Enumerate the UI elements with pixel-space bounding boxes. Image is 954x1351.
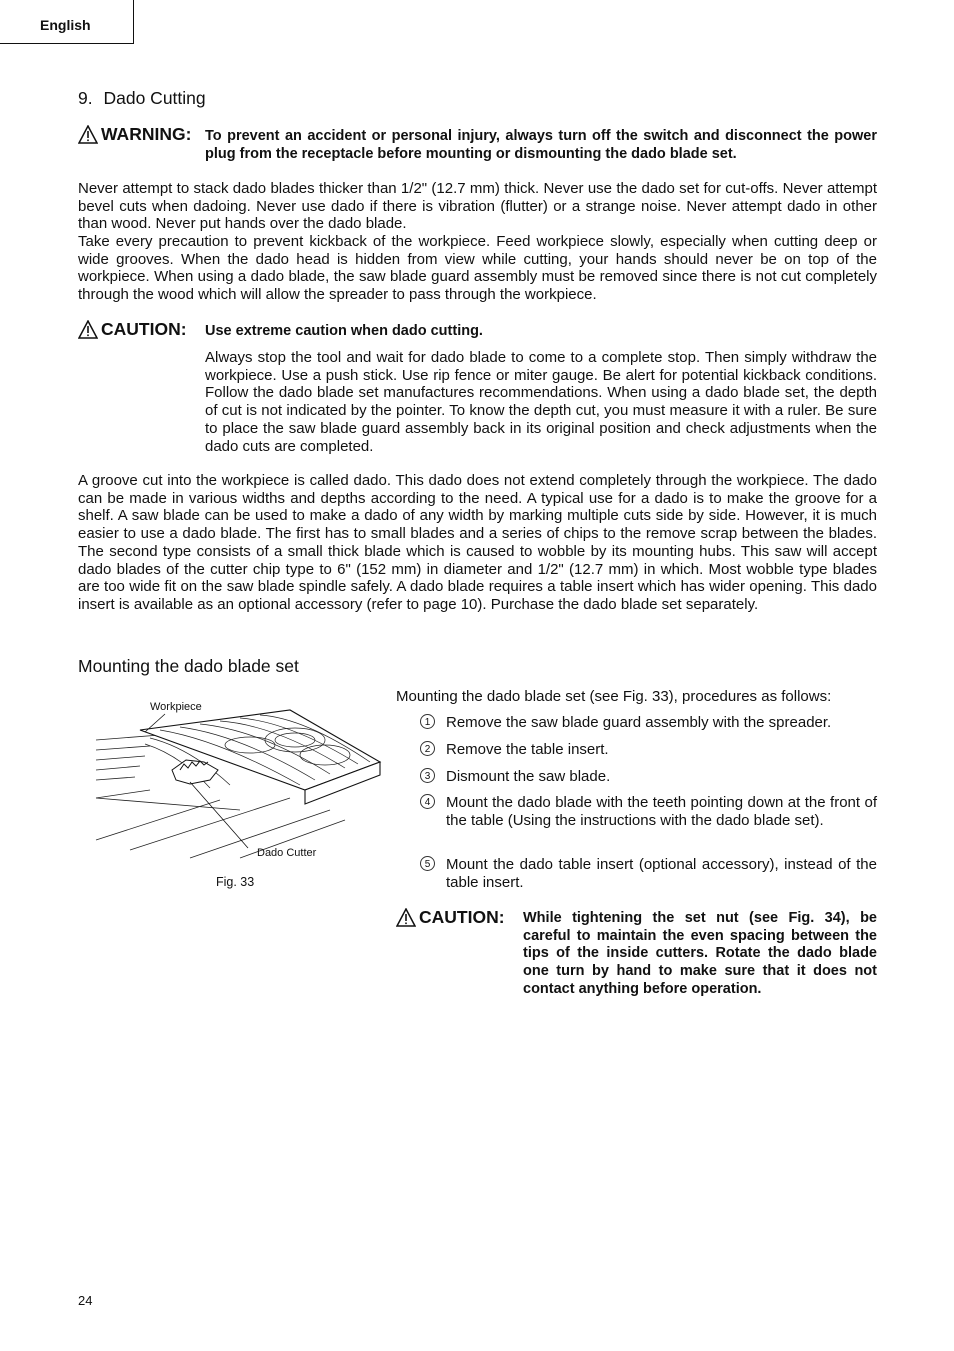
section-title-text: Dado Cutting — [103, 88, 206, 108]
step-text: Mount the dado blade with the teeth pointing down at the front of the table (Using the instructions with the dado blade set). — [446, 794, 877, 829]
step-text: Dismount the saw blade. — [446, 768, 611, 785]
language-label: English — [40, 17, 91, 33]
mounting-intro: Mounting the dado blade set (see Fig. 33), procedures as follows: — [396, 688, 832, 705]
caution-label-1: CAUTION: — [78, 319, 187, 340]
step-text: Remove the table insert. — [446, 741, 609, 758]
workpiece-label: Workpiece — [150, 701, 202, 713]
warning-triangle-icon — [78, 320, 98, 339]
caution-2-text: While tightening the set nut (see Fig. 34), be careful to maintain the even spacing between the tips of the inside cutters. Rotate the dado blade one turn by hand to make sure that it does not contact anything before operation. — [523, 910, 877, 997]
figure-33-illustration — [90, 700, 390, 860]
step-text: Remove the saw blade guard assembly with the spreader. — [446, 714, 832, 731]
step-number: 1 — [420, 714, 435, 729]
figure-caption: Fig. 33 — [216, 875, 255, 889]
step-number: 3 — [420, 768, 435, 783]
language-tab — [0, 0, 134, 44]
step-number: 2 — [420, 741, 435, 756]
warning-triangle-icon — [78, 125, 98, 144]
mounting-heading: Mounting the dado blade set — [78, 656, 299, 676]
section-number: 9. — [78, 88, 93, 108]
step-number: 4 — [420, 794, 435, 809]
dado-paragraph: A groove cut into the workpiece is called dado. This dado does not extend completely through the workpiece. The dado can be made in various widths and depths according to the need. A typical use for a dado is to make the groove for a shelf. A saw blade can be used to make a dado of any width by marking multiple cuts side by side. However, it is much easier to use a dado blade. The first has to small blades and a series of chips to the remove scrap between the blades. The second type consists of a small thick blade which is caused to wobble by its mounting hubs. This saw will accept dado blades of the cutter chip type to 6" (152 mm) in diameter and 1/2" (12.7 mm) in which. Most wobble type blades are too wide fit on the saw blade spindle safely. A dado blade requires a table insert which has wider opening. This dado insert is available as an optional accessory (refer to page 10). Purchase the dado blade set separately. — [78, 472, 877, 613]
warning-triangle-icon — [396, 908, 416, 927]
step-text: Mount the dado table insert (optional accessory), instead of the table insert. — [446, 856, 877, 891]
caution-1-body: Always stop the tool and wait for dado blade to come to a complete stop. Then simply withdraw the workpiece. Use a push stick. Use rip fence or miter gauge. Be alert for potential kickback conditions. Follow the dado blade set manufactures recommendations. When using a dado blade set, the depth of cut is not indicated by the pointer. To know the depth cut, you must measure it with a ruler. Be sure to place the saw blade guard assembly back in its original position and check adjustments when the dado cuts are completed. — [205, 349, 877, 455]
intro-paragraph-1: Never attempt to stack dado blades thicker than 1/2" (12.7 mm) thick. Never use the dado set for cut-offs. Never attempt bevel cuts when dadoing. Never use dado if there is vibration (flutter) or a strange noise. Never attempt dado in other than wood. Never put hands over the dado blade. — [78, 180, 877, 233]
warning-label: WARNING: — [78, 124, 191, 145]
intro-paragraph-2: Take every precaution to prevent kickback of the workpiece. Feed workpiece slowly, especially when cutting deep or wide grooves. When the dado head is hidden from view while cutting, your hands should never be on top of the workpiece. When using a dado blade, the saw blade guard assembly must be removed since there is not cut completely through the wood which will allow the spreader to pass through the workpiece. — [78, 233, 877, 304]
warning-text: To prevent an accident or personal injury, always turn off the switch and disconnect the power plug from the receptacle before mounting or dismounting the dado blade set. — [205, 128, 877, 162]
section-title — [78, 88, 206, 109]
caution-label-2: CAUTION: — [396, 907, 505, 928]
caution-1-heading: Use extreme caution when dado cutting. — [205, 323, 483, 339]
dado-cutter-label: Dado Cutter — [257, 847, 317, 859]
step-number: 5 — [420, 856, 435, 871]
page-number: 24 — [78, 1293, 93, 1308]
